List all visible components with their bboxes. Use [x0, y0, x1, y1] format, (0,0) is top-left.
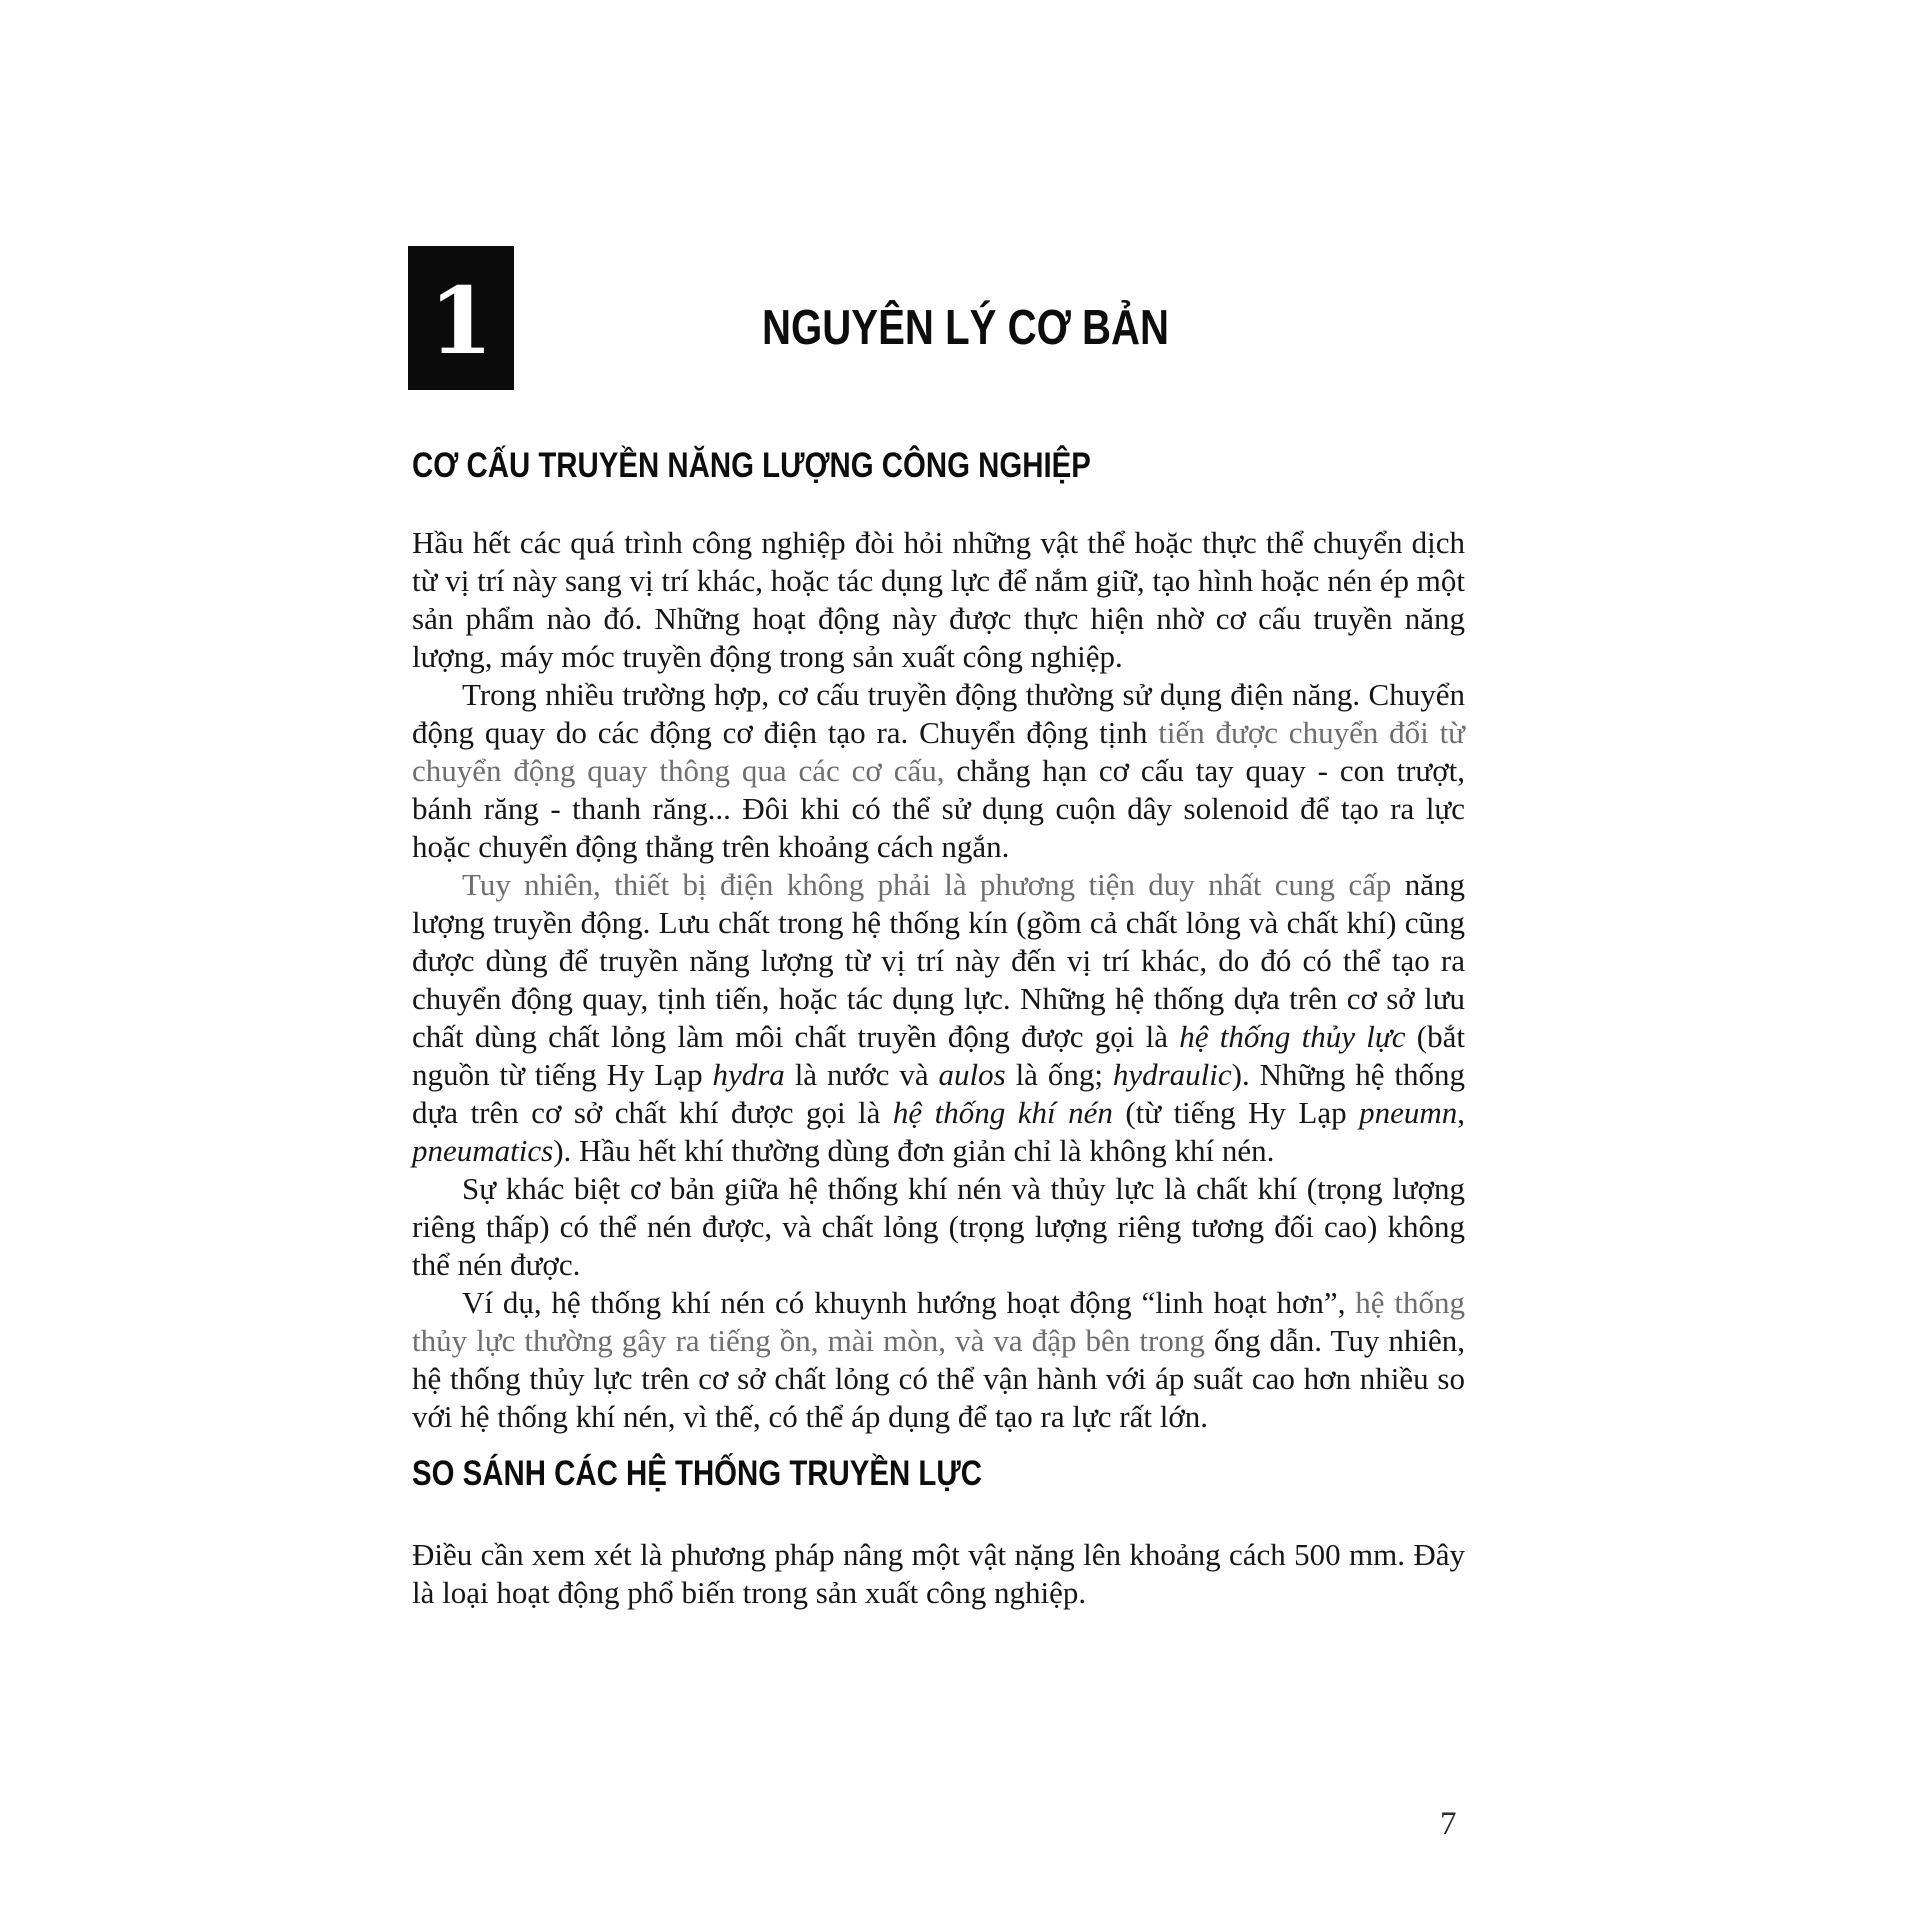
text-segment: là ống; — [1005, 1057, 1113, 1092]
page-number: 7 — [1440, 1806, 1457, 1842]
section-2-paragraphs — [412, 1536, 1465, 1612]
text-segment: Sự khác biệt cơ bản giữa hệ thống khí nén và thủy lực là chất khí (trọng lượng riêng thấp) có thể nén được, và chất lỏng (trọng lượng riêng tương đối cao) không thể nén được. — [412, 1171, 1465, 1282]
section-heading-energy-transmission: CƠ CẤU TRUYỀN NĂNG LƯỢNG CÔNG NGHIỆP — [412, 446, 1091, 485]
text-segment: hệ thống khí nén — [892, 1095, 1113, 1130]
section-heading-power-systems-comparison: SO SÁNH CÁC HỆ THỐNG TRUYỀN LỰC — [412, 1454, 982, 1493]
paragraph — [412, 1536, 1465, 1612]
paragraph — [412, 866, 1465, 1170]
text-segment: pneumatics — [412, 1133, 554, 1168]
text-segment: (bắt nguồn từ tiếng Hy Lạp — [412, 1019, 1465, 1092]
text-segment: pneumn — [1359, 1095, 1458, 1130]
text-segment: hydra — [712, 1057, 785, 1092]
text-segment: Tuy nhiên, thiết bị điện không phải là phương tiện duy nhất cung cấp — [462, 867, 1392, 902]
text-segment: aulos — [938, 1057, 1006, 1092]
paragraph — [412, 1170, 1465, 1284]
text-segment: ). Những hệ thống dựa trên cơ sở chất khí được gọi là — [412, 1057, 1465, 1130]
paragraph — [412, 1284, 1465, 1436]
text-segment: Ví dụ, hệ thống khí nén có khuynh hướng hoạt động “linh hoạt hơn”, — [462, 1285, 1356, 1320]
paragraph — [412, 676, 1465, 866]
text-segment: , — [1457, 1095, 1465, 1130]
text-segment: Trong nhiều trường hợp, cơ cấu truyền động thường sử dụng điện năng. Chuyển động quay do các động cơ điện tạo ra. Chuyển động tịnh — [412, 677, 1465, 750]
text-segment: Điều cần xem xét là phương pháp nâng một vật nặng lên khoảng cách 500 mm. Đây là loại hoạt động phổ biến trong sản xuất công nghiệp. — [412, 1537, 1465, 1610]
section-1-paragraphs — [412, 524, 1465, 1436]
text-segment: tiến được chuyển đổi từ chuyển động quay thông qua các cơ cấu, — [412, 715, 1465, 788]
text-column — [412, 445, 1465, 1612]
text-segment: chẳng hạn cơ cấu tay quay - con trượt, bánh răng - thanh răng... Đôi khi có thể sử dụng cuộn dây solenoid để tạo ra lực hoặc chuyển động thẳng trên khoảng cách ngắn. — [412, 753, 1465, 864]
text-segment: ống dẫn. Tuy nhiên, hệ thống thủy lực trên cơ sở chất lỏng có thể vận hành với áp suất cao hơn nhiều so với hệ thống khí nén, vì thế, có thể áp dụng để tạo ra lực rất lớn. — [412, 1323, 1465, 1434]
text-segment: là nước và — [784, 1057, 939, 1092]
chapter-number: 1 — [428, 267, 493, 375]
chapter-title: NGUYÊN LÝ CƠ BẢN — [762, 301, 1170, 355]
text-segment: hệ thống thủy lực thường gây ra tiếng ồn, mài mòn, và va đập bên trong — [412, 1285, 1465, 1358]
text-segment: năng lượng truyền động. Lưu chất trong hệ thống kín (gồm cả chất lỏng và chất khí) cũng được dùng để truyền năng lượng từ vị trí này đến vị trí khác, do đó có thể tạo ra chuyển động quay, tịnh tiến, hoặc tác dụng lực. Những hệ thống dựa trên cơ sở lưu chất dùng chất lỏng làm môi chất truyền động được gọi là — [412, 867, 1465, 1054]
paragraph — [412, 524, 1465, 676]
text-segment: ). Hầu hết khí thường dùng đơn giản chỉ là không khí nén. — [553, 1133, 1275, 1168]
text-segment: (từ tiếng Hy Lạp — [1112, 1095, 1360, 1130]
chapter-number-box — [408, 246, 514, 390]
text-segment: hydraulic — [1112, 1057, 1232, 1092]
text-segment: hệ thống thủy lực — [1179, 1019, 1406, 1054]
text-segment: Hầu hết các quá trình công nghiệp đòi hỏi những vật thể hoặc thực thể chuyển dịch từ vị trí này sang vị trí khác, hoặc tác dụng lực để nắm giữ, tạo hình hoặc nén ép một sản phẩm nào đó. Những hoạt động này được thực hiện nhờ cơ cấu truyền năng lượng, máy móc truyền động trong sản xuất công nghiệp. — [412, 525, 1465, 674]
